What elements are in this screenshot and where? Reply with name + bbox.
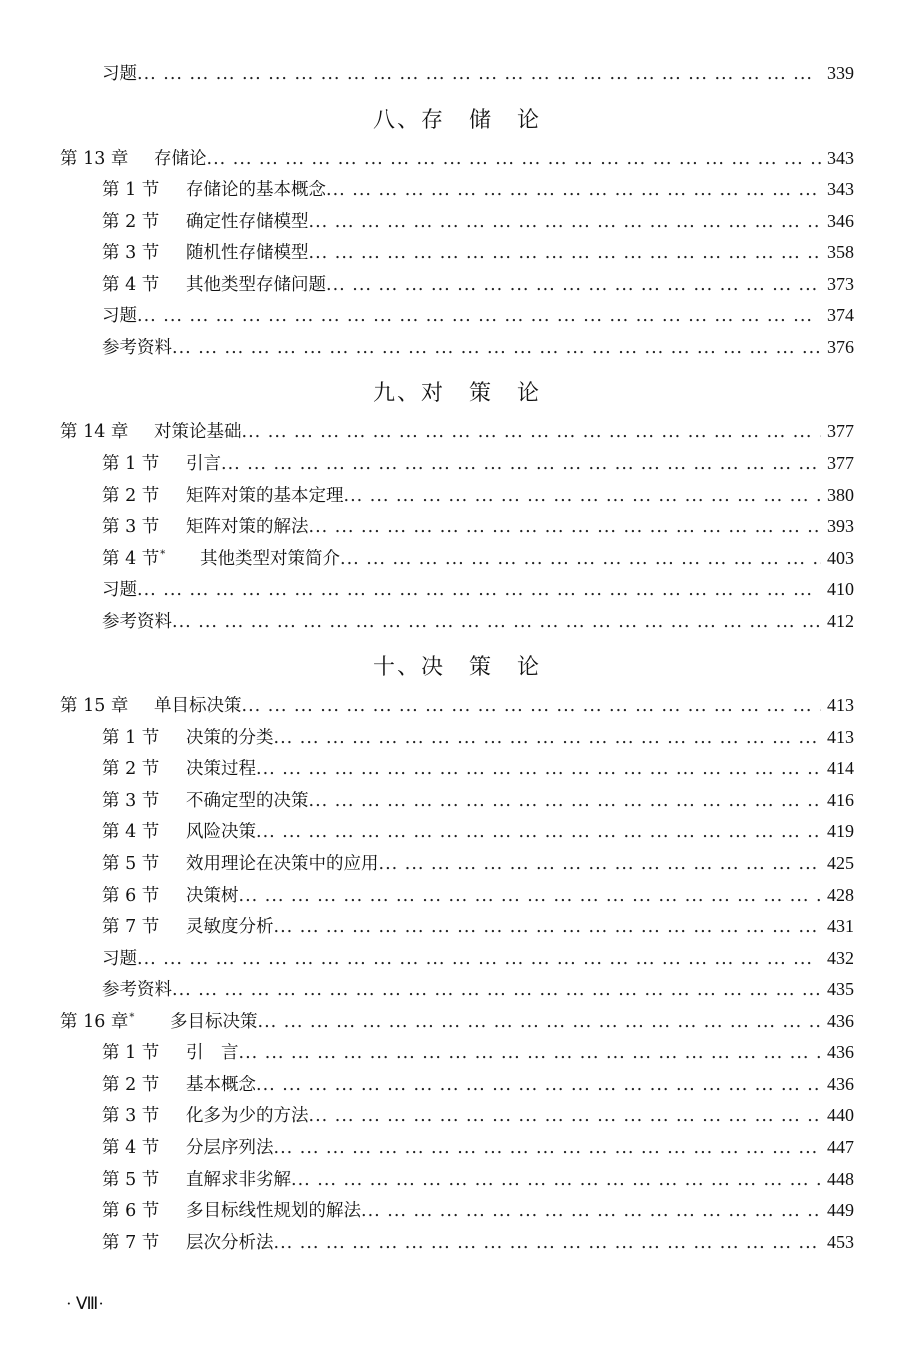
dot-leader (137, 305, 821, 327)
dot-leader (242, 695, 822, 717)
toc-chapter-entry[interactable] (60, 694, 854, 718)
toc-section-entry[interactable] (102, 547, 854, 571)
entry-title: 习题 (102, 948, 137, 969)
dot-leader (291, 1169, 821, 1191)
entry-number: 第 5 节 (102, 1169, 160, 1190)
toc-section-entry[interactable] (102, 452, 854, 476)
entry-number: 第 3 节 (102, 517, 160, 538)
entry-page-number: 435 (827, 979, 854, 1000)
entry-page-number: 343 (827, 179, 854, 200)
entry-title: 基本概念 (186, 1074, 256, 1095)
toc-section-entry[interactable] (102, 1041, 854, 1065)
toc-section-entry[interactable] (102, 852, 854, 876)
entry-page-number: 436 (827, 1042, 854, 1063)
dot-leader (207, 148, 822, 170)
entry-page-number: 431 (827, 916, 854, 937)
entry-title: 灵敏度分析 (186, 917, 274, 938)
toc-section-entry[interactable] (102, 757, 854, 781)
toc-chapter-entry[interactable] (60, 1010, 854, 1034)
entry-page-number: 410 (827, 579, 854, 600)
dot-leader (326, 179, 821, 201)
dot-leader (258, 1011, 822, 1033)
dot-leader (137, 63, 821, 85)
entry-page-number: 377 (827, 421, 854, 442)
dot-leader (309, 211, 822, 233)
optional-mark: * (129, 1011, 135, 1023)
entry-title: 对策论基础 (154, 422, 242, 443)
dot-leader (274, 1232, 822, 1254)
entry-number: 第 1 节 (102, 1043, 160, 1064)
page-folio: · Ⅷ· (66, 1294, 104, 1313)
entry-number: 第 2 节 (102, 1074, 160, 1095)
part-heading: 十、决 策 论 (372, 655, 541, 681)
entry-title: 决策过程 (186, 759, 256, 780)
entry-page-number: 440 (827, 1105, 854, 1126)
toc-section-entry[interactable] (102, 515, 854, 539)
entry-title: 化多为少的方法 (186, 1106, 309, 1127)
entry-page-number: 436 (827, 1010, 854, 1031)
entry-page-number: 377 (827, 452, 854, 473)
entry-number: 第 2 节 (102, 211, 160, 232)
dot-leader (239, 1042, 822, 1064)
entry-number: 第 1 节 (102, 727, 160, 748)
dot-leader (309, 790, 822, 812)
entry-number: 第 2 节 (102, 759, 160, 780)
entry-number: 第 1 节 (102, 180, 160, 201)
entry-page-number: 448 (827, 1168, 854, 1189)
dot-leader (137, 579, 821, 601)
toc-section-entry[interactable] (102, 884, 854, 908)
dot-leader (309, 242, 822, 264)
toc-chapter-entry[interactable] (60, 147, 854, 171)
entry-number: 第 6 节 (102, 1201, 160, 1222)
part-heading: 八、存 储 论 (372, 107, 541, 133)
toc-section-entry[interactable] (102, 1104, 854, 1128)
part-heading: 九、对 策 论 (372, 381, 541, 407)
toc-section-entry[interactable] (102, 210, 854, 234)
entry-page-number: 376 (827, 336, 854, 357)
entry-title: 习题 (102, 306, 137, 327)
toc-misc-entry[interactable] (102, 62, 854, 86)
toc-section-entry[interactable] (102, 915, 854, 939)
entry-title: 其他类型对策简介 (200, 548, 340, 569)
entry-number: 第 15 章 (60, 696, 129, 717)
entry-page-number: 414 (827, 758, 854, 779)
toc-misc-entry[interactable] (102, 978, 854, 1002)
toc-misc-entry[interactable] (102, 578, 854, 602)
entry-title: 习题 (102, 64, 137, 84)
toc-section-entry[interactable] (102, 726, 854, 750)
entry-number: 第 4 节 (102, 822, 160, 843)
toc-misc-entry[interactable] (102, 947, 854, 971)
entry-title: 其他类型存储问题 (186, 274, 326, 295)
dot-leader (172, 337, 821, 359)
dot-leader (326, 274, 821, 296)
dot-leader (242, 421, 822, 443)
entry-number: 第 3 节 (102, 243, 160, 264)
dot-leader (340, 548, 821, 570)
dot-leader (309, 516, 822, 538)
toc-section-entry[interactable] (102, 241, 854, 265)
entry-page-number: 346 (827, 210, 854, 231)
dot-leader (344, 485, 822, 507)
entry-page-number: 416 (827, 789, 854, 810)
entry-title: 参考资料 (102, 337, 172, 358)
toc-chapter-entry[interactable] (60, 420, 854, 444)
dot-leader (256, 758, 821, 780)
entry-title: 引言 (186, 453, 221, 474)
toc-misc-entry[interactable] (102, 336, 854, 360)
entry-number: 第 7 节 (102, 917, 160, 938)
entry-title: 矩阵对策的基本定理 (186, 485, 344, 506)
dot-leader (256, 1074, 821, 1096)
entry-page-number: 374 (827, 305, 854, 326)
entry-title: 确定性存储模型 (186, 211, 309, 232)
entry-page-number: 413 (827, 695, 854, 716)
entry-page-number: 373 (827, 273, 854, 294)
entry-page-number: 343 (827, 147, 854, 168)
entry-title: 风险决策 (186, 822, 256, 843)
entry-title: 直解求非劣解 (186, 1169, 291, 1190)
entry-title: 存储论 (154, 148, 207, 169)
entry-page-number: 413 (827, 726, 854, 747)
entry-number: 第 4 节 (102, 1137, 160, 1158)
entry-number: 第 2 节 (102, 485, 160, 506)
entry-page-number: 380 (827, 484, 854, 505)
entry-page-number: 447 (827, 1136, 854, 1157)
entry-page-number: 425 (827, 853, 854, 873)
entry-title: 决策树 (186, 885, 239, 906)
dot-leader (239, 885, 822, 907)
entry-number: 第 7 节 (102, 1232, 160, 1253)
dot-leader (361, 1200, 821, 1222)
entry-title: 参考资料 (102, 980, 172, 1001)
optional-mark: * (160, 548, 166, 560)
toc-section-entry[interactable] (102, 273, 854, 297)
toc-section-entry[interactable] (102, 789, 854, 813)
entry-title: 不确定型的决策 (186, 790, 309, 811)
entry-title: 单目标决策 (154, 696, 242, 717)
entry-title: 矩阵对策的解法 (186, 517, 309, 538)
entry-page-number: 449 (827, 1200, 854, 1221)
entry-title: 效用理论在决策中的应用 (186, 854, 379, 874)
entry-title: 多目标线性规划的解法 (186, 1201, 361, 1222)
entry-title: 分层序列法 (186, 1137, 274, 1158)
entry-title: 参考资料 (102, 611, 172, 632)
entry-page-number: 358 (827, 242, 854, 263)
entry-number: 第 3 节 (102, 1106, 160, 1127)
entry-number: 第 3 节 (102, 790, 160, 811)
entry-number: 第 5 节 (102, 854, 160, 874)
toc-misc-entry[interactable] (102, 610, 854, 634)
entry-title: 决策的分类 (186, 727, 274, 748)
entry-page-number: 339 (827, 63, 854, 83)
entry-number: 第 13 章 (60, 148, 129, 169)
entry-page-number: 453 (827, 1231, 854, 1252)
entry-title: 习题 (102, 580, 137, 601)
dot-leader (256, 821, 821, 843)
entry-number: 第 4 节* (102, 548, 166, 569)
entry-title: 层次分析法 (186, 1232, 274, 1253)
toc-section-entry[interactable] (102, 178, 854, 202)
entry-page-number: 432 (827, 947, 854, 968)
entry-number: 第 16 章* (60, 1011, 135, 1032)
dot-leader (172, 979, 821, 1001)
entry-page-number: 393 (827, 516, 854, 537)
dot-leader (274, 916, 822, 938)
toc-section-entry[interactable] (102, 1231, 854, 1255)
entry-page-number: 436 (827, 1073, 854, 1094)
dot-leader (274, 727, 822, 749)
entry-number: 第 6 节 (102, 885, 160, 906)
entry-number: 第 4 节 (102, 274, 160, 295)
dot-leader (172, 611, 821, 633)
toc-misc-entry[interactable] (102, 304, 854, 328)
entry-number: 第 1 节 (102, 453, 160, 474)
toc-section-entry[interactable] (102, 1199, 854, 1223)
dot-leader (379, 853, 822, 875)
toc-section-entry[interactable] (102, 1136, 854, 1160)
toc-section-entry[interactable] (102, 1073, 854, 1097)
entry-page-number: 428 (827, 884, 854, 905)
toc-section-entry[interactable] (102, 820, 854, 844)
entry-title: 引 言 (186, 1043, 239, 1064)
entry-page-number: 419 (827, 821, 854, 842)
entry-title: 存储论的基本概念 (186, 180, 326, 201)
toc-section-entry[interactable] (102, 484, 854, 508)
entry-title: 随机性存储模型 (186, 243, 309, 264)
dot-leader (274, 1137, 822, 1159)
entry-number: 第 14 章 (60, 422, 129, 443)
entry-page-number: 403 (827, 547, 854, 568)
toc-section-entry[interactable] (102, 1168, 854, 1192)
dot-leader (137, 948, 821, 970)
dot-leader (221, 453, 821, 475)
entry-title: 多目标决策 (170, 1011, 258, 1032)
entry-page-number: 412 (827, 610, 854, 631)
dot-leader (309, 1105, 822, 1127)
